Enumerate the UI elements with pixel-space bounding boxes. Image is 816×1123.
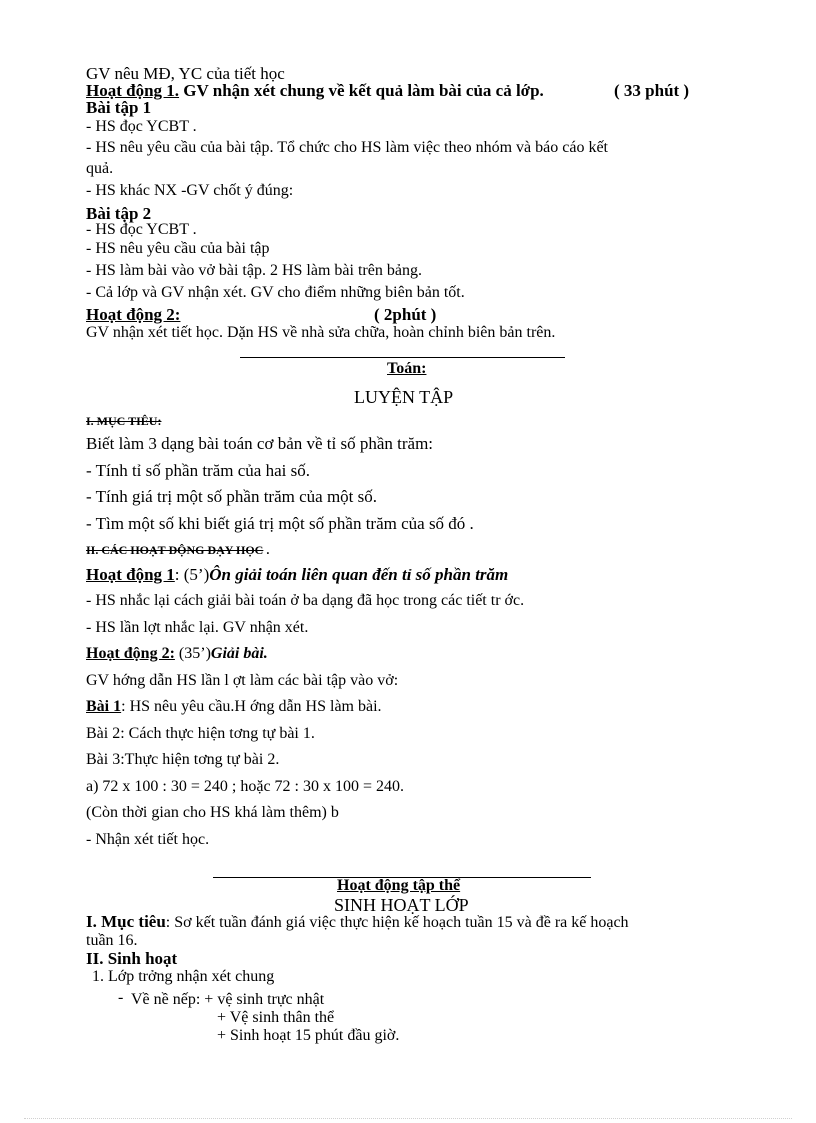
activity-1-label: Hoạt động 1. (86, 81, 180, 100)
divider-1 (240, 357, 565, 358)
activity-2-text: GV nhận xét tiết học. Dặn HS về nhà sửa chữa, hoàn chỉnh biên bản trên. (86, 324, 556, 341)
discipline-line-1: Về nề nếp: + vệ sinh trực nhật (131, 991, 325, 1008)
activities-heading-dot: . (263, 543, 270, 557)
activity-2-time: ( 2phút ) (374, 305, 437, 324)
math-activity-2-label: Hoạt động 2: (86, 645, 175, 662)
activities-section-title: II. Sinh hoạt (86, 949, 178, 968)
class-monitor-item: 1. Lớp trởng nhận xét chung (92, 968, 275, 985)
meeting-objective (86, 913, 629, 931)
math-activity-2-text: Giải bài. (210, 645, 268, 662)
activity-1-heading (86, 82, 544, 99)
math-activity-1-line-2: - HS lần lợt nhắc lại. GV nhận xét. (86, 619, 309, 636)
exercise-2-instruction: Bài 2: Cách thực hiện tơng tự bài 1. (86, 725, 315, 742)
intro-line: GV nêu MĐ, YC của tiết học (86, 64, 285, 83)
objectives-heading: I. MỤC TIÊU: (86, 414, 162, 428)
exercise-1-title: Bài tập 1 (86, 98, 152, 117)
objective-line-3: - Tính giá trị một số phần trăm của một số. (86, 487, 378, 506)
exercise-2-line-2: - HS nêu yêu cầu của bài tập (86, 240, 270, 257)
activities-heading (86, 544, 269, 556)
activities-heading-text: II. CÁC HOẠT ĐỘNG DẠY HỌC (86, 543, 264, 557)
activity-1-text: GV nhận xét chung về kết quả làm bài của cả lớp. (179, 81, 544, 100)
exercise-1-line-4: - HS khác NX -GV chốt ý đúng: (86, 182, 294, 199)
exercise-2-line-4: - Cả lớp và GV nhận xét. GV cho điểm những biên bản tốt. (86, 284, 465, 301)
activity-1-time: ( 33 phút ) (614, 81, 690, 100)
math-activity-1 (86, 566, 508, 583)
math-activity-2 (86, 646, 268, 662)
collective-activity-heading: Hoạt động tập thể (337, 877, 461, 894)
class-meeting-title: SINH HOẠT LỚP (334, 895, 469, 915)
exercise-1-line-1: - HS đọc YCBT . (86, 118, 197, 135)
exercise-2-line-1: - HS đọc YCBT . (86, 221, 197, 238)
exercise-1-instruction (86, 699, 382, 715)
discipline-line-3: + Sinh hoạt 15 phút đầu giờ. (217, 1027, 400, 1044)
bullet-icon: - (118, 989, 124, 1006)
objective-line-1: Biết làm 3 dạng bài toán cơ bản về tỉ số phần trăm: (86, 434, 434, 453)
extra-time-note: (Còn thời gian cho HS khá làm thêm) b (86, 804, 339, 821)
objective-line-2: - Tính tỉ số phần trăm của hai số. (86, 461, 310, 480)
meeting-objective-text: : Sơ kết tuần đánh giá việc thực hiện kế hoạch tuần 15 và đề ra kế hoạch (165, 914, 629, 931)
exercise-1-line-3: quả. (86, 160, 114, 177)
page-bottom-border (24, 1118, 792, 1119)
meeting-objective-line-2: tuần 16. (86, 932, 138, 949)
lesson-title: LUYỆN TẬP (354, 387, 454, 407)
math-activity-1-time: : (5’) (174, 565, 210, 584)
meeting-objective-label: I. Mục tiêu (86, 912, 166, 931)
subject-heading: Toán: (387, 360, 427, 377)
activity-2-label: Hoạt động 2: (86, 305, 181, 324)
math-activity-2-time: (35’) (174, 645, 211, 662)
exercise-1-label: Bài 1 (86, 698, 122, 715)
exercise-3-instruction: Bài 3:Thực hiện tơng tự bài 2. (86, 751, 280, 768)
math-activity-1-text: Ôn giải toán liên quan đến tỉ số phần trăm (209, 565, 509, 584)
exercise-2-line-3: - HS làm bài vào vở bài tập. 2 HS làm bài trên bảng. (86, 262, 422, 279)
math-activity-2-line-1: GV hớng dẫn HS lần l ợt làm các bài tập vào vở: (86, 672, 399, 689)
calculation-line: a) 72 x 100 : 30 = 240 ; hoặc 72 : 30 x 100 = 240. (86, 778, 405, 795)
math-activity-1-label: Hoạt động 1 (86, 565, 175, 584)
math-activity-1-line-1: - HS nhắc lại cách giải bài toán ở ba dạng đã học trong các tiết tr ớc. (86, 592, 525, 609)
exercise-1-text: : HS nêu yêu cầu.H ớng dẫn HS làm bài. (121, 698, 382, 715)
closing-remark: - Nhận xét tiết học. (86, 831, 210, 848)
objective-line-4: - Tìm một số khi biết giá trị một số phần trăm của số đó . (86, 514, 474, 533)
exercise-2-title: Bài tập 2 (86, 204, 152, 223)
discipline-line-2: + Vệ sinh thân thể (217, 1009, 335, 1026)
exercise-1-line-2: - HS nêu yêu cầu của bài tập. Tổ chức cho HS làm việc theo nhóm và báo cáo kết (86, 139, 608, 156)
